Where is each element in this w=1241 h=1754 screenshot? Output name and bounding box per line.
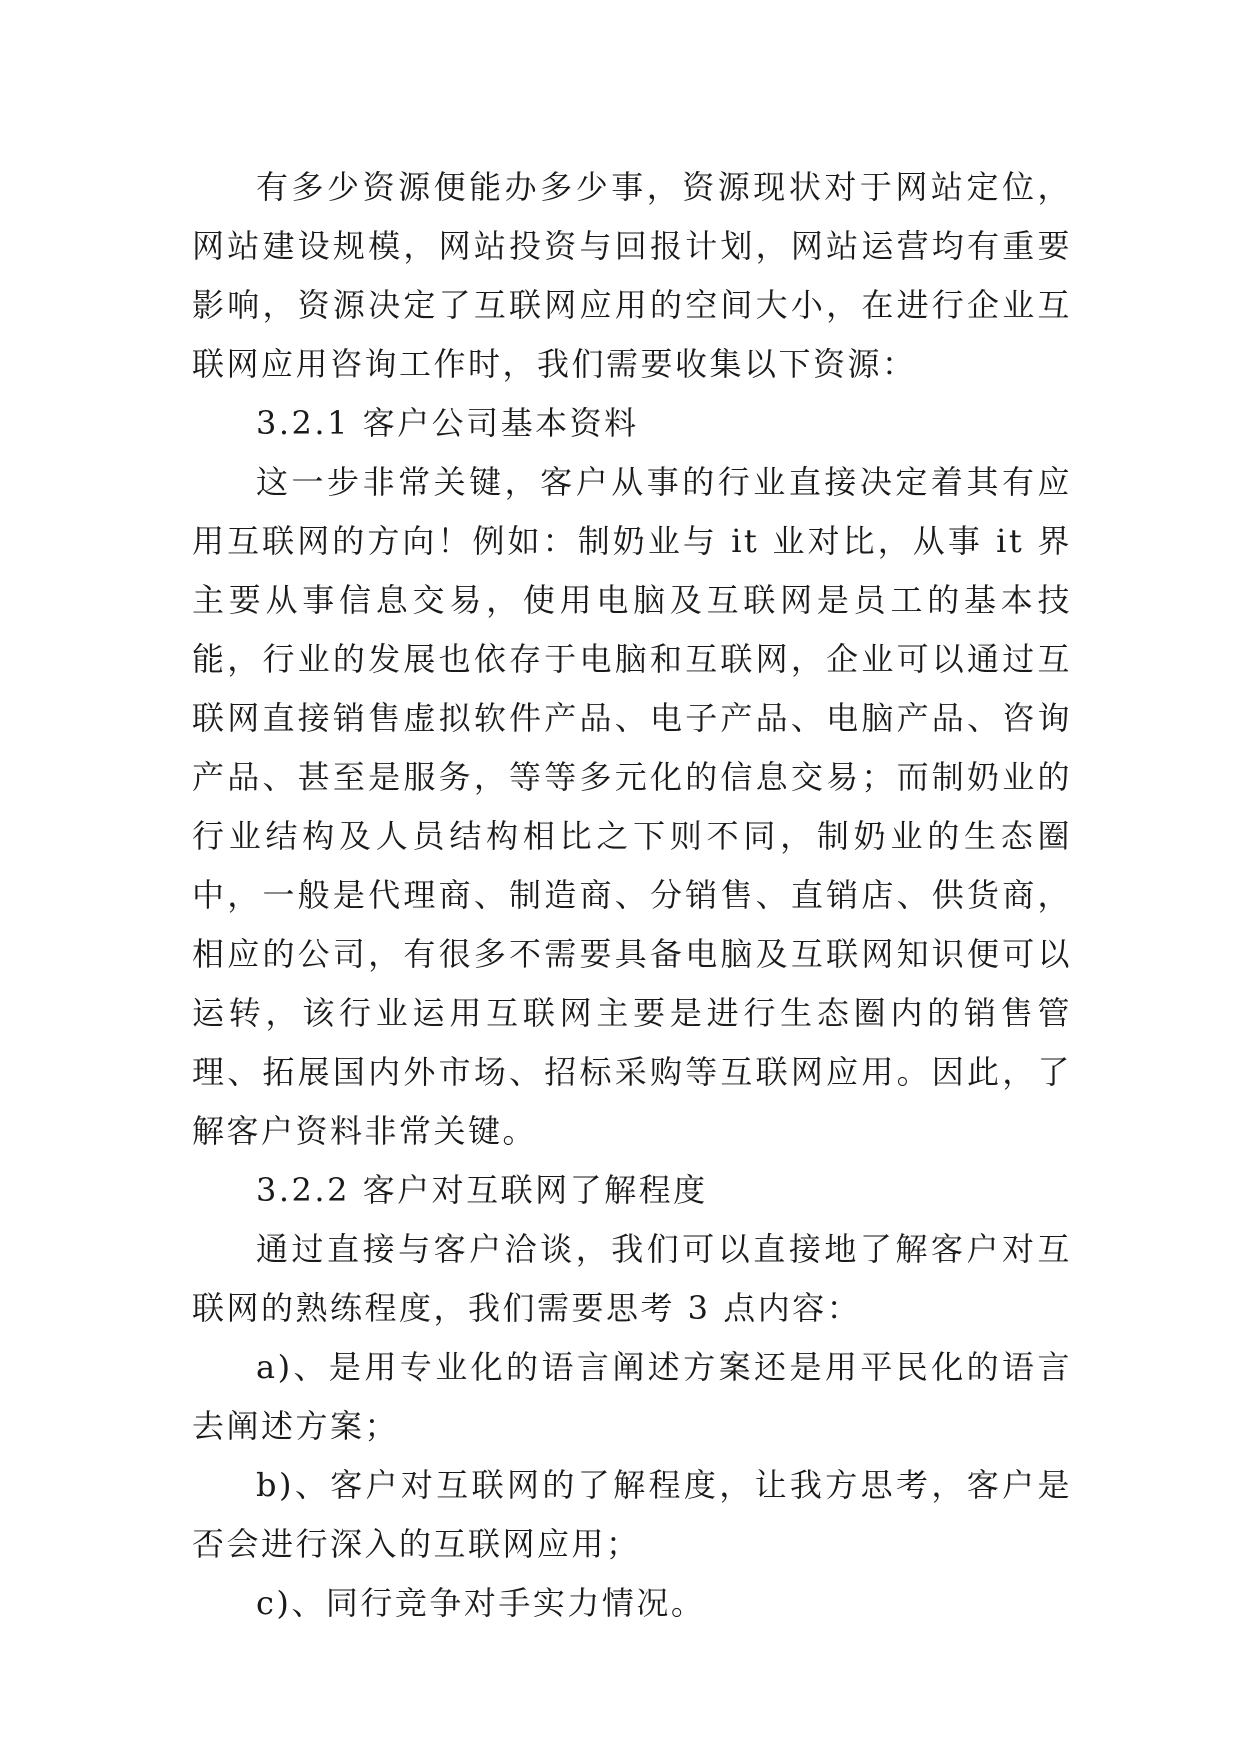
document-body: [192, 158, 1072, 1633]
section-heading-3-2-2: 3.2.2 客户对互联网了解程度: [256, 1171, 708, 1209]
paragraph-client-basic-info: 这一步非常关键，客户从事的行业直接决定着其有应用互联网的方向！例如：制奶业与 it 业对比，从事 it 界主要从事信息交易，使用电脑及互联网是员工的基本技能，行业的发展也依存于电脑和互联网，企业可以通过互联网直接销售虚拟软件产品、电子产品、电脑产品、咨询产品、甚至是服务，等等多元化的信息交易；而制奶业的行业结构及人员结构相比之下则不同，制奶业的生态圈中，一般是代理商、制造商、分销售、直销店、供货商，相应的公司，有很多不需要具备电脑及互联网知识便可以运转，该行业运用互联网主要是进行生态圈内的销售管理、拓展国内外市场、招标采购等互联网应用。因此，了解客户资料非常关键。: [192, 463, 1072, 1150]
list-item-c: c)、同行竞争对手实力情况。: [256, 1584, 706, 1622]
paragraph-resources-intro: 有多少资源便能办多少事，资源现状对于网站定位，网站建设规模，网站投资与回报计划，网站运营均有重要影响，资源决定了互联网应用的空间大小，在进行企业互联网应用咨询工作时，我们需要收集以下资源：: [192, 168, 1072, 383]
list-item-a: a)、是用专业化的语言阐述方案还是用平民化的语言去阐述方案；: [192, 1348, 1072, 1445]
list-item-b: b)、客户对互联网的了解程度，让我方思考，客户是否会进行深入的互联网应用；: [192, 1466, 1072, 1563]
paragraph-client-internet-knowledge: 通过直接与客户洽谈，我们可以直接地了解客户对互联网的熟练程度，我们需要思考 3 点内容：: [192, 1230, 1072, 1327]
section-heading-3-2-1: 3.2.1 客户公司基本资料: [256, 404, 639, 442]
